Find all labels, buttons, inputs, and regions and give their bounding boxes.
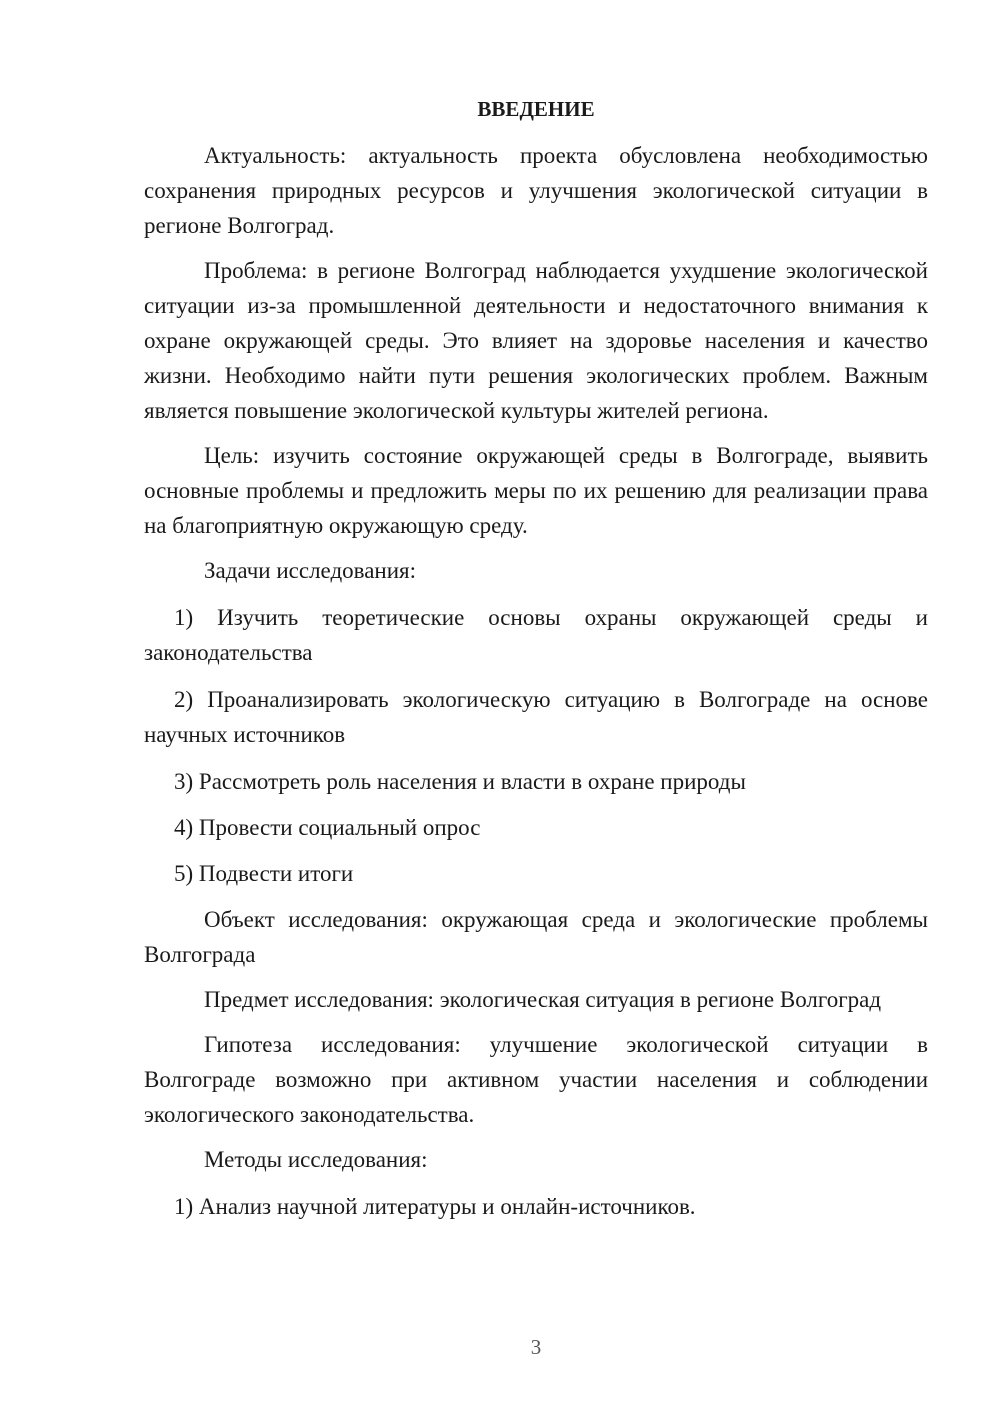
page-number: 3	[530, 1335, 542, 1359]
goal-paragraph: Цель: изучить состояние окружающей среды в Волгограде, выявить основные проблемы и предложить меры по их решению для реализации права на благоприятную окружающую среду.	[144, 443, 928, 538]
object-paragraph: Объект исследования: окружающая среда и экологические проблемы Волгограда	[144, 907, 928, 967]
problem-paragraph: Проблема: в регионе Волгоград наблюдается ухудшение экологической ситуации из-за промышленной деятельности и недостаточного внимания к охране окружающей среды. Это влияет на здоровье населения и качество жизни. Необходимо найти пути решения экологических проблем. Важным является повышение экологической культуры жителей региона.	[144, 258, 928, 423]
task-item-4: 4) Провести социальный опрос	[174, 815, 481, 840]
methods-heading: Методы исследования:	[204, 1147, 428, 1172]
document-title: ВВЕДЕНИЕ	[477, 97, 595, 121]
relevance-paragraph: Актуальность: актуальность проекта обусловлена необходимостью сохранения природных ресурсов и улучшения экологической ситуации в регионе Волгоград.	[144, 143, 928, 238]
task-item-1: 1) Изучить теоретические основы охраны окружающей среды и законодательства	[144, 605, 928, 665]
hypothesis-paragraph: Гипотеза исследования: улучшение экологической ситуации в Волгограде возможно при активном участии населения и соблюдении экологического законодательства.	[144, 1032, 928, 1127]
task-item-5: 5) Подвести итоги	[174, 861, 354, 886]
task-item-3: 3) Рассмотреть роль населения и власти в охране природы	[174, 769, 746, 794]
task-item-2: 2) Проанализировать экологическую ситуацию в Волгограде на основе научных источников	[144, 687, 928, 747]
subject-paragraph: Предмет исследования: экологическая ситуация в регионе Волгоград	[204, 987, 882, 1012]
tasks-heading: Задачи исследования:	[204, 558, 417, 583]
document-page	[144, 94, 928, 1235]
method-item-1: 1) Анализ научной литературы и онлайн-источников.	[174, 1194, 696, 1219]
